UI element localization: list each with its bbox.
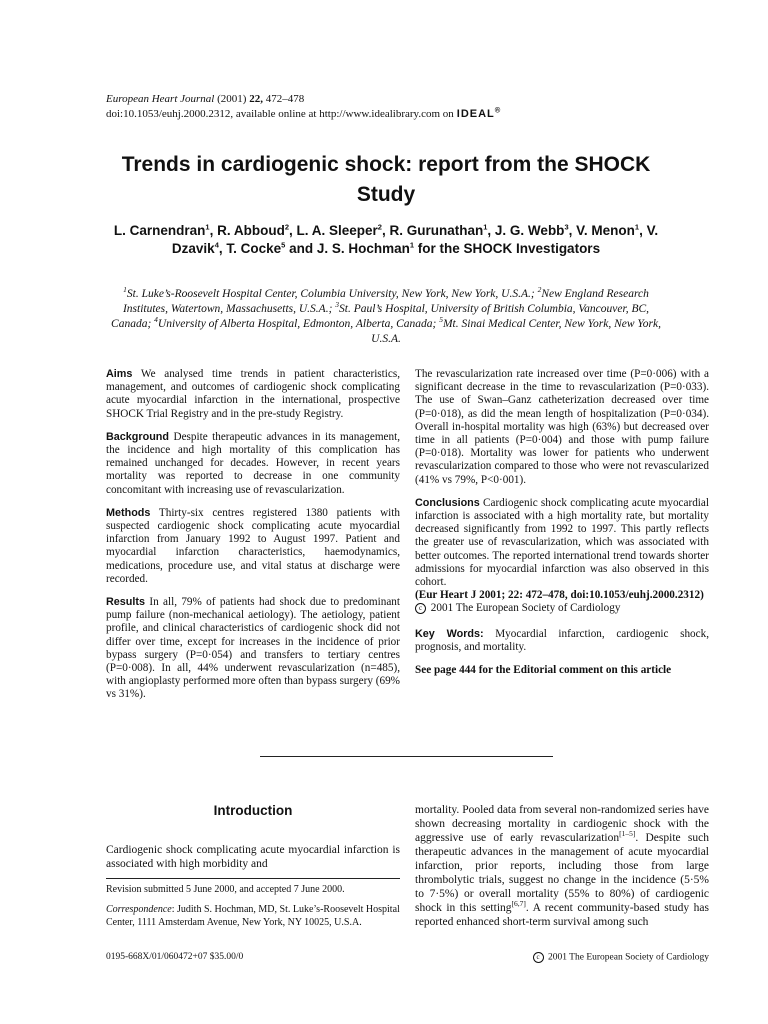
intro-para-c: . A recent community-based study has reported enhanced short-term survival among such	[415, 902, 709, 928]
journal-header	[106, 92, 666, 122]
footer-copyright-text: 2001 The European Society of Cardiology	[545, 952, 709, 963]
author-separator: ,	[218, 241, 227, 256]
journal-year: (2001)	[214, 93, 250, 105]
affiliation-marker: 3	[335, 300, 340, 310]
author-separator: ,	[289, 223, 297, 238]
author-affiliation-marker: 2	[377, 222, 382, 232]
key-words	[415, 628, 709, 654]
journal-volume: 22,	[249, 93, 263, 105]
ideal-logo-text: IDEAL	[456, 108, 495, 120]
copyright-text: 2001 The European Society of Cardiology	[428, 602, 621, 615]
abstract-conclusions	[415, 497, 709, 589]
author-separator: ,	[639, 223, 647, 238]
author-affiliation-marker: 4	[214, 240, 219, 250]
affiliation-text: St. Luke’s-Roosevelt Hospital Center, Columbia University, New York, New York, U.S.A.;	[126, 288, 538, 300]
journal-name: European Heart Journal	[106, 93, 215, 105]
author-affiliation-marker: 1	[409, 240, 415, 250]
abstract-copyright	[415, 602, 709, 615]
correspondence-note	[106, 904, 400, 929]
footer-copyright	[460, 952, 709, 963]
abstract-results-continued: The revascularization rate increased over time (P=0·006) with a significant decrease in the time to revascularization (P=0·033). The use of Swan–Ganz catheterization decreased over time (P=0·018), as did the mean length of hospitalization (P=0·034). Overall in-hospital mortality was high (63%) but decreased over time in all patients (P=0·004) and those with pump failure (P=0·018). Mortality was lower for patients who underwent revascularization compared to those who were not revascularized (41% vs 79%, P<0·001).	[415, 368, 709, 486]
reference-link[interactable]: [1–5]	[619, 829, 636, 839]
author-name: R. Abboud	[217, 223, 285, 238]
abstract-left-column	[106, 368, 400, 712]
journal-citation-line	[106, 92, 666, 107]
issn-code: 0195-668X/01/060472+07 $35.00/0	[106, 952, 244, 962]
editorial-note: See page 444 for the Editorial comment on this article	[415, 664, 672, 677]
registered-mark: ®	[494, 105, 502, 115]
author-separator: for the SHOCK Investigators	[414, 241, 601, 256]
correspondence-label: Correspondence	[106, 904, 172, 915]
abstract-right-column	[415, 368, 709, 687]
footnote-divider	[106, 878, 400, 879]
introduction-right-text	[415, 803, 709, 929]
section-divider	[260, 756, 553, 757]
author-name: L. Carnendran	[113, 223, 206, 238]
ideal-logo	[457, 107, 502, 122]
background-text: Despite therapeutic advances in its management, the incidence and high mortality of this complication has remained unchanged for decades. However, in recent years mortality was reported to decrease in one community concomitant with increasing use of revascularization.	[106, 430, 400, 496]
affiliation-marker: 5	[439, 315, 443, 325]
revision-note: Revision submitted 5 June 2000, and accepted 7 June 2000.	[106, 884, 345, 895]
affiliation-marker: 4	[154, 315, 158, 325]
author-affiliation-marker: 3	[564, 222, 569, 232]
doi-text: doi:10.1053/euhj.2000.2312, available online at http://www.idealibrary.com on	[106, 108, 454, 120]
affiliations	[106, 287, 666, 347]
abstract-aims	[106, 368, 400, 421]
author-name: J. S. Hochman	[316, 241, 410, 256]
keywords-text: Myocardial infarction, cardiogenic shock, prognosis, and mortality.	[415, 627, 710, 653]
abstract-background	[106, 431, 400, 497]
introduction-heading: Introduction	[213, 803, 293, 818]
affiliation-text: Mt. Sinai Medical Center, New York, New York, U.S.A.	[371, 318, 661, 345]
affiliation-text: University of Alberta Hospital, Edmonton, Alberta, Canada;	[157, 318, 440, 330]
conclusions-label: Conclusions	[415, 496, 480, 509]
correspondence-text: : Judith S. Hochman, MD, St. Luke’s-Roosevelt Hospital Center, 1111 Amsterdam Avenue, New York, NY 10025, U.S.A.	[106, 904, 400, 928]
introduction-left-text: Cardiogenic shock complicating acute myocardial infarction is associated with high morbidity and	[106, 844, 400, 870]
author-separator: ,	[568, 223, 577, 238]
abstract-methods	[106, 507, 400, 586]
author-name: V. Dzavik	[171, 223, 659, 256]
copyright-icon: c	[415, 603, 426, 614]
aims-label: Aims	[106, 368, 133, 380]
intro-para-a: mortality. Pooled data from several non-randomized series have shown decreasing mortality in cardiogenic shock with the aggressive use of early revascularization	[415, 804, 709, 844]
background-label: Background	[106, 430, 169, 443]
author-separator: ,	[381, 223, 390, 238]
intro-para-b: . Despite such therapeutic advances in the management of acute myocardial infarction, prior reports, including those from large thrombolytic trials, suggest no change in the incidence (5·5% to 7·5%) or overall mortality (55% to 80%) of cardiogenic shock in this setting	[415, 832, 709, 914]
author-name: V. Menon	[576, 223, 635, 238]
affiliation-marker: 1	[123, 285, 127, 295]
author-affiliation-marker: 1	[634, 222, 640, 232]
results-text: In all, 79% of patients had shock due to predominant pump failure (non-mechanical aetiology). The aetiology, patient profile, and clinical characteristics of cardiogenic shock did not differ over time, except for increases in the incidence of prior bypass surgery (P=0·054) and transfers to tertiary centres (P=0·008). In all, 44% underwent revascularization (n=485), with angioplasty performed more often than bypass surgery (69% vs 31%).	[106, 596, 400, 701]
author-affiliation-marker: 1	[205, 222, 210, 232]
author-affiliation-marker: 5	[281, 240, 286, 250]
author-name: T. Cocke	[226, 241, 282, 256]
methods-label: Methods	[106, 506, 151, 519]
author-separator: ,	[209, 223, 218, 238]
reference-link[interactable]: [6,7]	[511, 899, 526, 909]
author-affiliation-marker: 1	[483, 222, 488, 232]
keywords-label: Key Words:	[415, 627, 484, 640]
affiliation-marker: 2	[537, 285, 542, 295]
affiliation-text: New England Research Institutes, Watertown, Massachusetts, U.S.A.;	[122, 288, 649, 315]
abstract-results	[106, 596, 400, 702]
results-label: Results	[106, 596, 146, 609]
affiliation-text: St. Paul’s Hospital, University of British Columbia, Vancouver, BC, Canada;	[111, 303, 650, 330]
doi-line	[106, 107, 666, 122]
article-citation: (Eur Heart J 2001; 22: 472–478, doi:10.1053/euhj.2000.2312)	[415, 589, 704, 602]
methods-text: Thirty-six centres registered 1380 patients with suspected cardiogenic shock complicating acute myocardial infarction from January 1992 to August 1997. Patient and myocardial infarction characteristics, haemodynamics, medications, procedure use, and vital status at discharge were recorded.	[106, 506, 400, 585]
article-title: Trends in cardiogenic shock: report from the SHOCK Study	[121, 153, 651, 206]
author-affiliation-marker: 2	[284, 222, 289, 232]
author-list	[106, 222, 666, 258]
copyright-icon: c	[533, 952, 544, 963]
author-separator: ,	[487, 223, 495, 238]
author-name: J. G. Webb	[494, 223, 565, 238]
author-separator: and	[285, 241, 317, 256]
aims-text: We analysed time trends in patient characteristics, management, and outcomes of cardiogenic shock complicating acute myocardial infarction in the international, prospective SHOCK Trial Registry and in the pre-study Registry.	[106, 368, 400, 420]
conclusions-text: Cardiogenic shock complicating acute myocardial infarction is associated with a high mortality rate, but mortality decreased significantly from 1992 to 1997. This partly reflects the greater use of revascularization, which was associated with better outcomes. The reported international trend towards shorter admissions for myocardial infarction was also observed in this cohort.	[415, 496, 709, 589]
journal-pages: 472–478	[262, 93, 305, 105]
author-name: L. A. Sleeper	[296, 223, 378, 238]
author-name: R. Gurunathan	[389, 223, 484, 238]
